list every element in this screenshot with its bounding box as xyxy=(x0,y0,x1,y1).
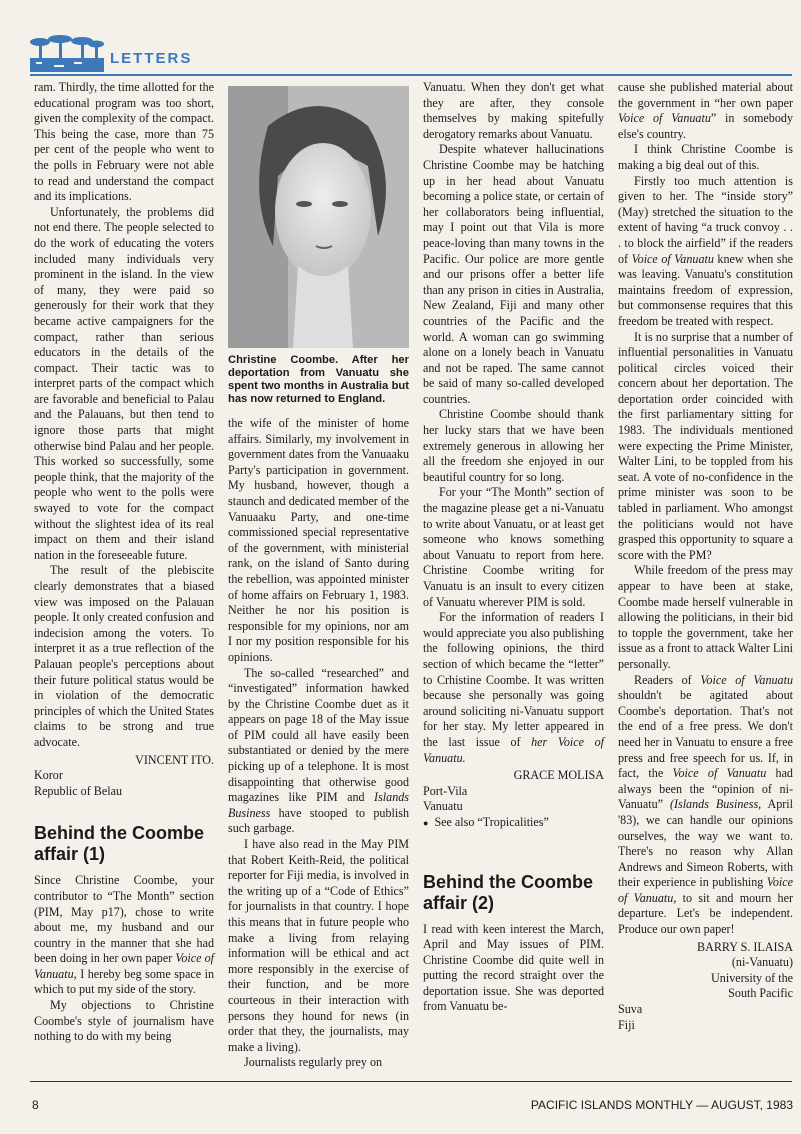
letter3-paragraph: While freedom of the press may appear to have been at stake, Coombe made herself vulnerable in allowing the politicians, in their bid to topple the government, take her issue as a front to attack Walter Lini personally. xyxy=(618,563,793,671)
see-also-note: ● See also “Tropicalities” xyxy=(423,815,604,832)
letter2-place: Port-Vila xyxy=(423,783,468,798)
page-header xyxy=(30,32,790,74)
section-title: LETTERS xyxy=(110,50,193,67)
letter3-paragraph: I read with keen interest the March, April and May issues of PIM. Christine Coombe did quite well in putting the record straight over the deportation issue. She was deported from Vanuatu be- xyxy=(423,921,604,1014)
column-4 xyxy=(618,80,793,1033)
letter2-paragraph: Vanuatu. When they don't get what they are after, they console themselves by making spitefully derogatory remarks about Vanuatu. xyxy=(423,80,604,141)
letter3-signature: BARRY S. ILAISA xyxy=(697,939,793,954)
letter2-paragraph: Christine Coombe should thank her lucky stars that we have been extremely generous in allowing her all the freedom she enjoyed in our beautiful country for so long. xyxy=(423,407,604,484)
letter2-paragraph: I have also read in the May PIM that Robert Keith-Reid, the political reporter for Fiji media, is involved in the writing up of a “Code of Ethics” for journalists in that country. I hope this means that in future people who make a living from relaying information will be ethical and act more responsibly in the exercise of their function, and be more courteous in their interaction with persons they hound for news (in order that they, the journalists, may make a living). xyxy=(228,837,409,1054)
letter1-place: Koror xyxy=(34,768,63,783)
portrait-image-icon xyxy=(228,86,409,348)
letter3-paragraph: Readers of Voice of Vanuatu shouldn't be agitated about Coombe's deportation. That's not the end of a free press. We don't need her in Vanuatu to ensure a free press and free speech for us. If, in fact, the Voice of Vanuatu had always been the “opinion of ni-Vanuatu” (Islands Business, April '83), we can handle our opinions ourselves, the way we want to. There's no reason why Allan Andrews and Simeon Roberts, with their experience in publishing Voice of Vanuatu, to sit and mourn her departure. Let's be independent. Produce our own paper! xyxy=(618,672,793,937)
letter2-paragraph: Since Christine Coombe, your contributor to “The Month” section (PIM, May p17), chose to write about me, my husband and our country in the manner that she had been doing in her own paper Voice of Vanuatu, I hereby beg some space in which to put my side of the story. xyxy=(34,873,214,997)
letter2-paragraph: The so-called “researched” and “investigated” information hawked by the Christine Coombe duet as it appears on page 18 of the May issue of PIM could all have easily been substantiated or denied by the mere picking up of a telephone. It is most disappointing that otherwise good magazines like PIM and Islands Business have stooped to publish such garbage. xyxy=(228,665,409,836)
photo-caption: Christine Coombe. After her deportation from Vanuatu she spent two months in Australia but has now returned to England. xyxy=(228,354,409,405)
letter2-paragraph: For your “The Month” section of the magazine please get a ni-Vanuatu to write about Vanuatu, or at least get someone who knows something about Vanuatu to report from here. Christine Coombe writing for Vanuatu is an insult to every citizen of Vanuatu wherever PIM is sold. xyxy=(423,485,604,609)
letter2-signature: GRACE MOLISA xyxy=(513,768,604,783)
letter2-paragraph: For the information of readers I would appreciate you also publishing the following opinions, the third section of which became the “letter” to Crhistine Coombe. It was written because she personally was going around soliciting ni-Vanuatu support for her stay. My letter appeared in the last issue of her Voice of Vanuatu. xyxy=(423,610,604,765)
column-2 xyxy=(228,80,409,1071)
letter3-paragraph: It is no surprise that a number of influential personalities in Vanuatu political circles voiced their concern about her deportation. The deportation order coincided with the first parliamentary sitting for 1983. The individuals mentioned were expecting the Prime Minister, Walter Lini, to be toppled from his seat. A vote of no-confidence in the prime minister was soon to be tabled in parliament. Who amongst the politicians would not have grasped this opportunity to square a score with the PM? xyxy=(618,329,793,562)
footer-rule xyxy=(30,1081,792,1082)
header-rule xyxy=(30,74,792,76)
palm-trees-logo-icon xyxy=(30,32,104,72)
letter2-place: Vanuatu xyxy=(423,799,463,814)
christine-coombe-photo xyxy=(228,86,409,348)
letter2-paragraph: Despite whatever hallucinations Christine Coombe may be hatching up in her head about Vanuatu becoming a police state, or certain of her collaborators being influential, may I point out that Vila is more peace-loving than many towns in the Pacific. Our police are more gentle and our prisons offer a better life than any prison in cities in Australia, New Zealand, Fiji and many other countries of the Pacific and the world. A woman can go swimming alone on a lonely beach in Vanuatu and not be raped. The same cannot be said of many so-called developed countries. xyxy=(423,142,604,406)
letter3-paragraph: Firstly too much attention is given to her. The “inside story” (May) stretched the situation to the extent of having “a truck convoy . . . to block the airfield” if the readers of Voice of Vanuatu knew when she was leaving. Vanuatu's constitution maintains freedom of expression, but commonsense requires that this freedom be treated with respect. xyxy=(618,173,793,328)
letter2-paragraph: Journalists regularly prey on xyxy=(244,1055,383,1070)
letter3-place: Fiji xyxy=(618,1017,635,1032)
letter1-paragraph: The result of the plebiscite clearly demonstrates that a biased view was imposed on the Palauan people. It only created confusion and indecision among the voters. To interpret it as a true reflection of the Palauan people's perceptions about their future political status would be in violation of the democratic principles of which the United States claims to be strong and true advocate. xyxy=(34,563,214,749)
letter1-paragraph: Unfortunately, the problems did not end there. The people selected to do the work of educating the voters included many individuals very prominent in the island. In the view of many, they were paid so generously for their work that they became active campaigners for the compact, rather than serious educators in the details of the compact. Their tactic was to interpret parts of the compact which are favorable and beneficial to Palau and the Palauans, but then tend to ignore those parts that might otherwise bind Palau and her people. This worked so successfully, some people think, that the majority of the people who went to the polls were swayed to vote for the compact without the slightest idea of its real impact on them and their island nation in the foreseeable future. xyxy=(34,204,214,562)
column-1 xyxy=(34,80,214,1045)
letter3-heading: Behind the Coombe affair (2) xyxy=(423,871,593,913)
letter2-heading: Behind the Coombe affair (1) xyxy=(34,823,204,865)
letter3-paragraph: cause she published material about the government in “her own paper Voice of Vanuatu” in somebody else's country. xyxy=(618,80,793,141)
page-number: 8 xyxy=(32,1098,39,1112)
column-3 xyxy=(423,80,604,1015)
letter2-paragraph: My objections to Christine Coombe's style of journalism have nothing to do with my being xyxy=(34,998,214,1044)
letter1-signature: VINCENT ITO. xyxy=(135,752,214,767)
letter3-affiliation: (ni-Vanuatu) xyxy=(731,955,793,970)
letter3-affiliation: University of the xyxy=(711,970,793,985)
letter3-affiliation: South Pacific xyxy=(728,986,793,1001)
letter1-paragraph: ram. Thirdly, the time allotted for the educational program was too short, given the complexity of the compact. This being the case, more than 75 per cent of the people who went to the polls in February were not able to read and understand the compact and its implications. xyxy=(34,80,215,204)
letter3-paragraph: I think Christine Coombe is making a big deal out of this. xyxy=(618,142,793,172)
letter1-place: Republic of Belau xyxy=(34,783,122,798)
letter2-paragraph: the wife of the minister of home affairs. Similarly, my involvement in government dates from the Vanuaaku Party's participation in government. My husband, however, though a staunch and dedicated member of the Vanuaaku Party, and one-time commissioned special representative of the government, with ministerial rank, on the island of Santo during the rebellion, was appointed minister of home affairs on February 1, 1983. Neither he nor his position is responsible for my opinions, nor am I nor my position responsible for his opinions. xyxy=(228,416,409,664)
publication-footer: PACIFIC ISLANDS MONTHLY — AUGUST, 1983 xyxy=(530,1098,793,1112)
letter3-place: Suva xyxy=(618,1002,643,1017)
